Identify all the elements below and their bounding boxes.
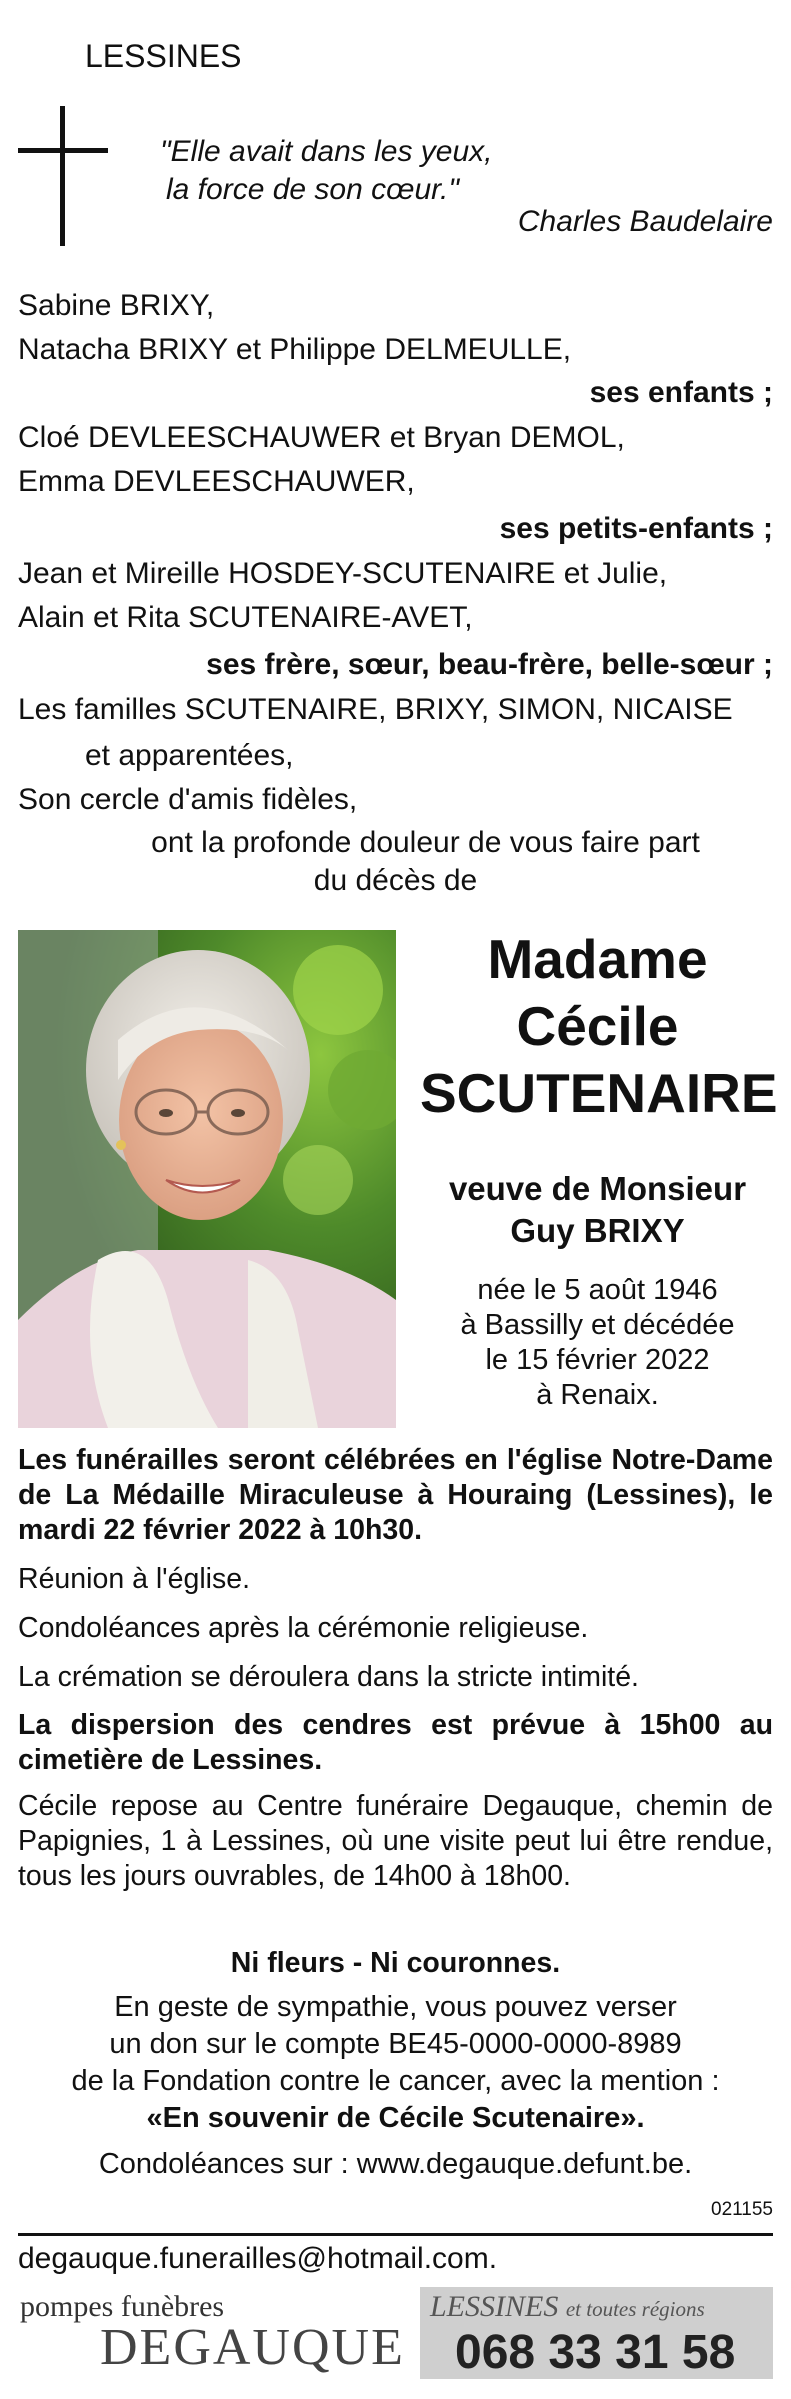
donation-line: En geste de sympathie, vous pouvez verser (114, 1991, 677, 2023)
donation-mention: «En souvenir de Cécile Scutenaire». (146, 2102, 645, 2134)
widow-line: Guy BRIXY (510, 1212, 685, 1249)
family-line: Jean et Mireille HOSDEY-SCUTENAIRE et Julie, (18, 557, 668, 590)
town-label: LESSINES (85, 38, 242, 74)
death-line: le 15 février 2022 (485, 1344, 710, 1376)
condolences-after-info: Condoléances après la cérémonie religieuse. (18, 1612, 589, 1644)
reference-number: 021155 (711, 2199, 773, 2220)
region-label (430, 2290, 705, 2324)
quote-author: Charles Baudelaire (517, 205, 773, 238)
announcement-line: du décès de (313, 864, 478, 897)
donation-line: un don sur le compte BE45-0000-0000-8989 (109, 2028, 682, 2060)
death-line: à Renaix. (536, 1379, 659, 1411)
quote-line-2: la force de son cœur." (166, 173, 459, 206)
birth-line: à Bassilly et décédée (460, 1309, 735, 1341)
contact-email: degauque.funerailles@hotmail.com. (18, 2242, 498, 2275)
quote-line-1: "Elle avait dans les yeux, (160, 135, 493, 168)
cremation-info: La crémation se déroulera dans la stricte intimité. (18, 1661, 639, 1693)
deceased-first-name: Cécile (516, 995, 679, 1057)
portrait-photo (18, 930, 396, 1428)
funeral-info: Les funérailles seront célébrées en l'église Notre-Dame de La Médaille Miraculeuse à Houraing (Lessines), le mardi 22 février 2022 à 10h30. (18, 1444, 773, 1546)
company-logo: DEGAUQUE (100, 2319, 405, 2376)
family-line: Natacha BRIXY et Philippe DELMEULLE, (18, 333, 572, 366)
deceased-last-name: SCUTENAIRE (420, 1062, 778, 1124)
family-line: Les familles SCUTENAIRE, BRIXY, SIMON, NICAISE (18, 693, 733, 726)
phone-number: 068 33 31 58 (455, 2326, 736, 2379)
quote-text (160, 133, 493, 209)
no-flowers-notice: Ni fleurs - Ni couronnes. (230, 1947, 561, 1979)
birth-death-info (420, 1273, 775, 1413)
family-line: et apparentées, (85, 739, 294, 772)
region-main: LESSINES (430, 2290, 559, 2323)
divider (18, 2233, 773, 2236)
family-line: Cloé DEVLEESCHAUWER et Bryan DEMOL, (18, 421, 625, 454)
widow-info (420, 1168, 775, 1252)
birth-line: née le 5 août 1946 (477, 1274, 718, 1306)
relation-label: ses frère, sœur, beau-frère, belle-sœur ; (206, 648, 773, 681)
region-rest: et toutes régions (565, 2297, 705, 2321)
deceased-title: Madame (487, 928, 708, 990)
relation-label: ses petits-enfants ; (499, 512, 773, 545)
relation-label: ses enfants ; (589, 376, 773, 409)
widow-line: veuve de Monsieur (448, 1170, 747, 1207)
condolences-online: Condoléances sur : www.degauque.defunt.be. (98, 2148, 693, 2180)
family-line: Emma DEVLEESCHAUWER, (18, 465, 415, 498)
pompes-funebres-label: pompes funèbres (20, 2290, 225, 2323)
rest-info: Cécile repose au Centre funéraire Degauque, chemin de Papignies, 1 à Lessines, où une visite peut lui être rendue, tous les jours ouvrables, de 14h00 à 18h00. (18, 1790, 773, 1892)
cross-icon-bar (18, 148, 108, 153)
dispersion-info: La dispersion des cendres est prévue à 15h00 au cimetière de Lessines. (18, 1709, 773, 1776)
family-line: Alain et Rita SCUTENAIRE-AVET, (18, 601, 473, 634)
reunion-info: Réunion à l'église. (18, 1563, 251, 1595)
family-line: Son cercle d'amis fidèles, (18, 783, 358, 816)
deceased-name (420, 926, 778, 1127)
donation-line: de la Fondation contre le cancer, avec la mention : (71, 2065, 720, 2097)
cross-icon (60, 106, 65, 246)
announcement-line: ont la profonde douleur de vous faire part (151, 826, 700, 859)
family-line: Sabine BRIXY, (18, 289, 215, 322)
